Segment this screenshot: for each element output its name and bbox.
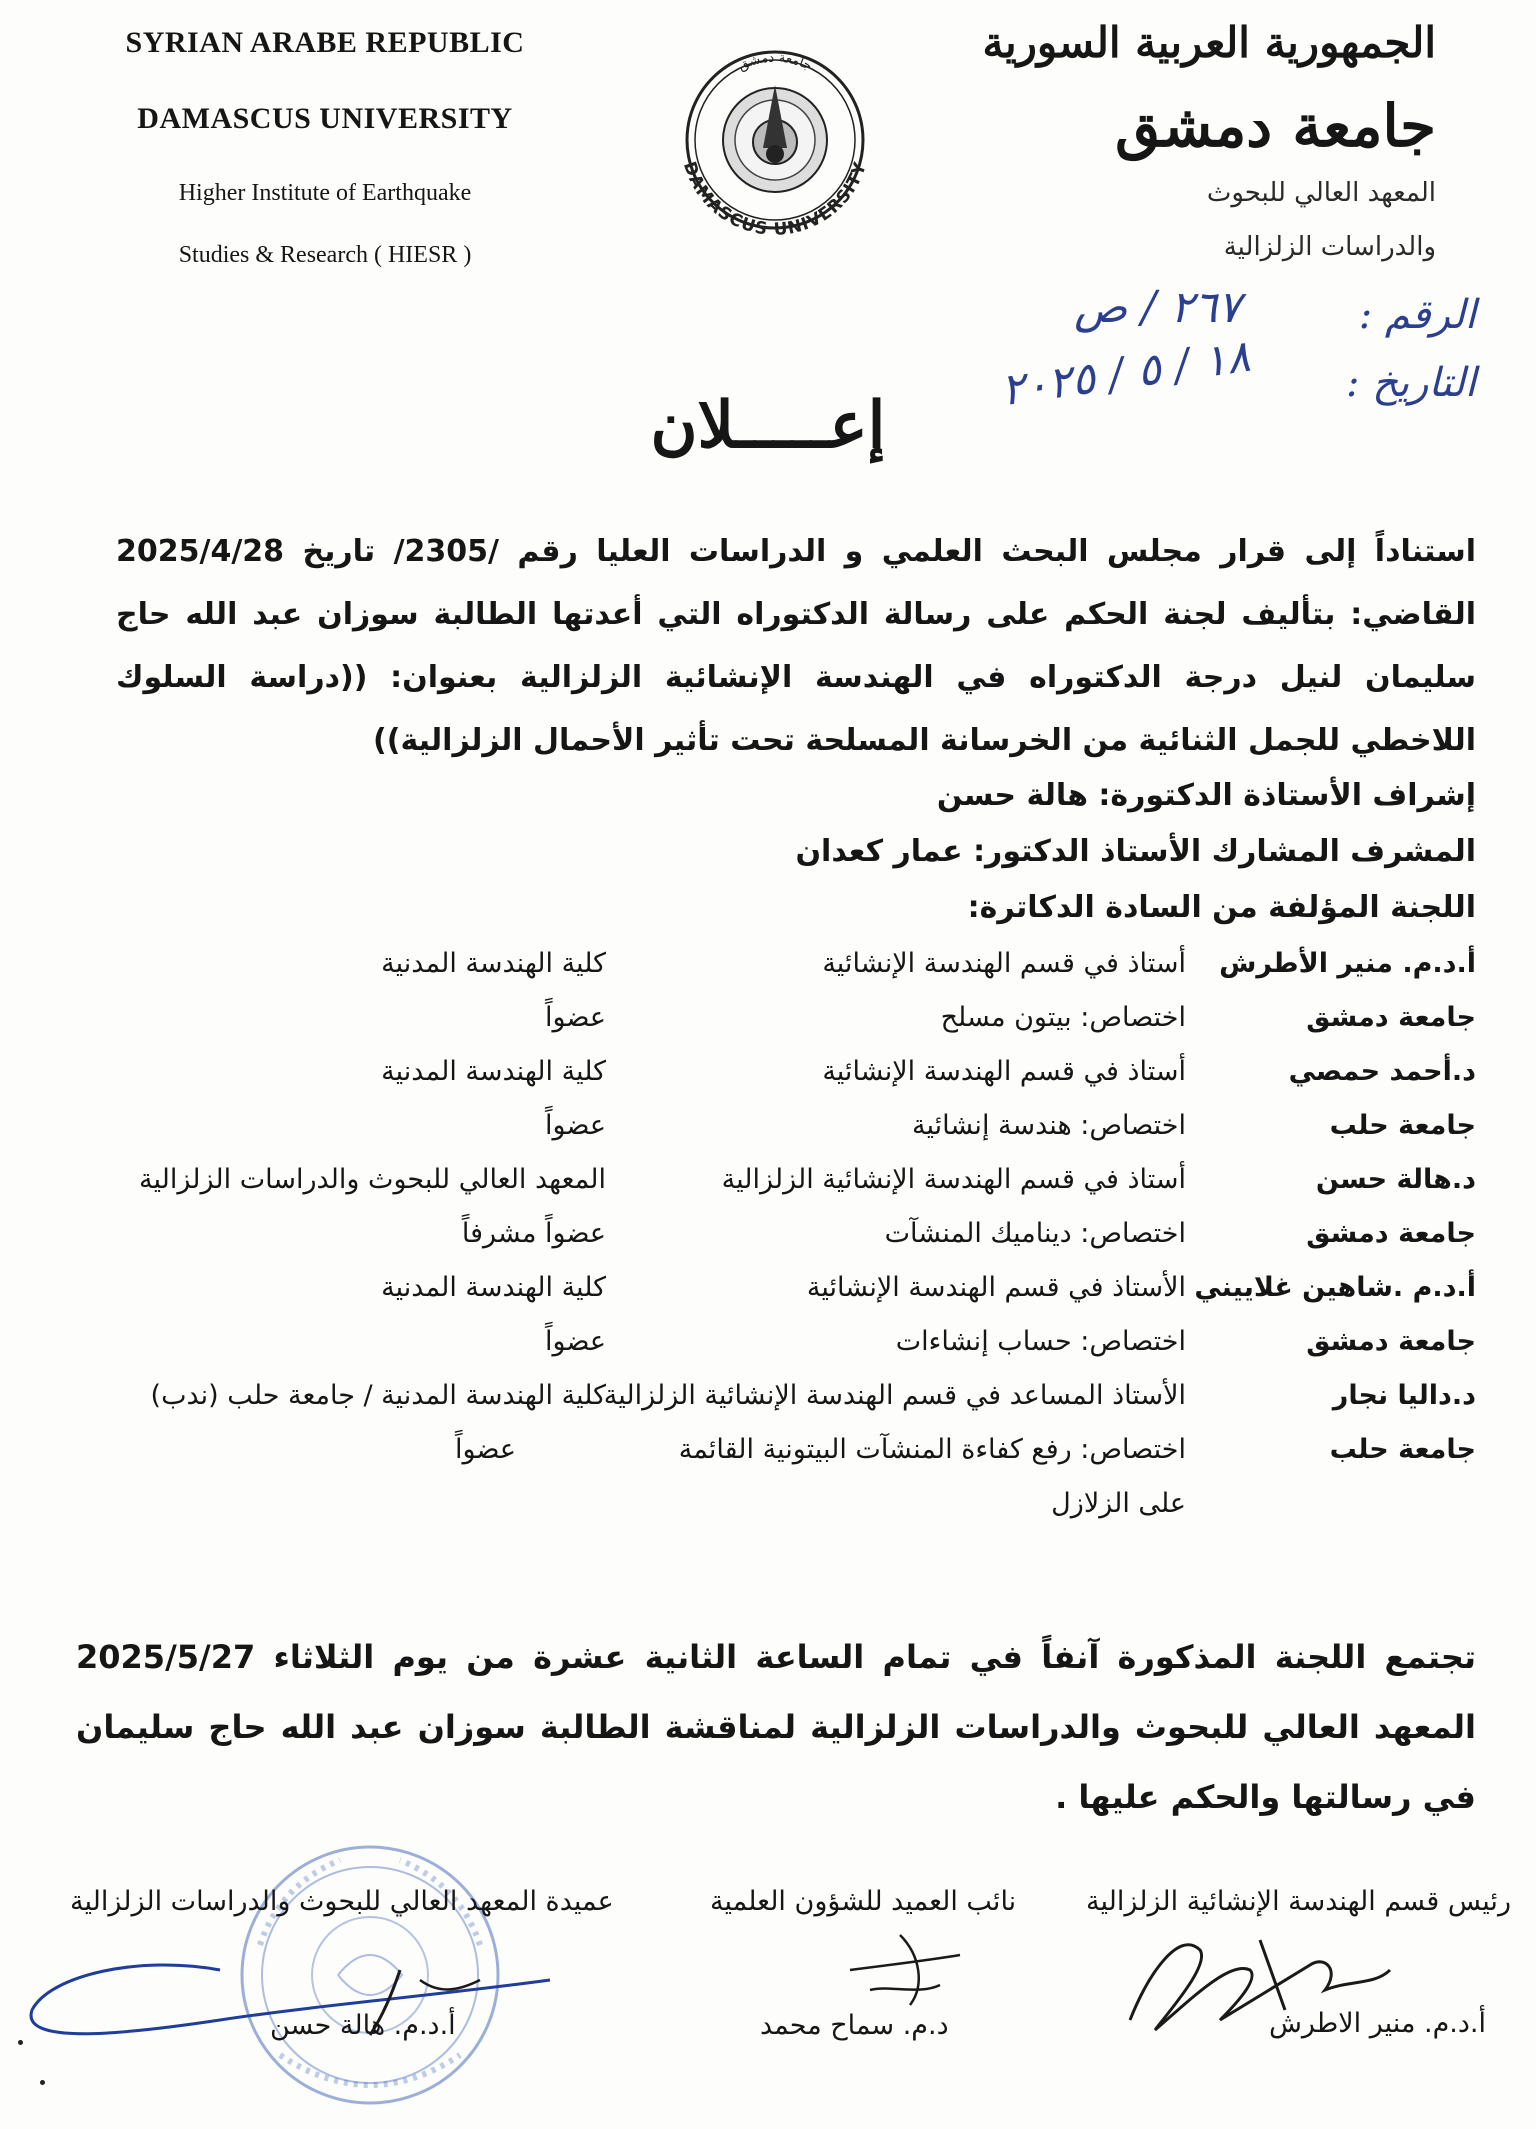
institute-name-ar-line2: والدراسات الزلزالية bbox=[1223, 232, 1436, 262]
committee-cell-position: اختصاص: بيتون مسلح bbox=[940, 1002, 1186, 1033]
signature-title-center: نائب العميد للشؤون العلمية bbox=[710, 1886, 1017, 1917]
committee-cell-position: اختصاص: حساب إنشاءات bbox=[895, 1326, 1186, 1357]
committee-cell-affiliation: كلية الهندسة المدنية / جامعة حلب (ندب) bbox=[150, 1380, 606, 1411]
university-name-en: DAMASCUS UNIVERSITY bbox=[137, 102, 513, 135]
committee-cell-name: جامعة دمشق bbox=[1306, 1218, 1476, 1249]
committee-cell-position: أستاذ في قسم الهندسة الإنشائية الزلزالية bbox=[721, 1164, 1186, 1195]
institute-name-en-line2: Studies & Research ( HIESR ) bbox=[178, 242, 472, 268]
scan-mark bbox=[18, 2040, 23, 2045]
committee-row bbox=[46, 948, 1476, 1002]
signature-left bbox=[20, 1950, 580, 2060]
committee-cell-affiliation: كلية الهندسة المدنية bbox=[381, 1272, 606, 1303]
committee-row bbox=[46, 1434, 1476, 1488]
committee-cell-name: جامعة حلب bbox=[1329, 1434, 1476, 1465]
committee-cell-name: أ.د.م .شاهين غلاييني bbox=[1194, 1272, 1476, 1303]
committee-cell-affiliation: عضواً bbox=[545, 1326, 606, 1357]
committee-row bbox=[46, 1326, 1476, 1380]
university-logo bbox=[655, 30, 895, 270]
committee-cell-affiliation: عضواً مشرفاً bbox=[461, 1218, 606, 1249]
institute-name-ar-line1: المعهد العالي للبحوث bbox=[1206, 178, 1436, 208]
committee-cell-name: جامعة حلب bbox=[1329, 1110, 1476, 1141]
meeting-paragraph: تجتمع اللجنة المذكورة آنفاً في تمام الساعة الثانية عشرة من يوم الثلاثاء 2025/5/27 المعهد العالي للبحوث والدراسات الزلزالية لمناقشة الطالبة سوزان عبد الله حاج سليمان في رسالتها والحكم عليها . bbox=[76, 1638, 1476, 1816]
handwritten-signature-icon bbox=[20, 1950, 580, 2060]
committee-cell-position: أستاذ في قسم الهندسة الإنشائية bbox=[822, 1056, 1186, 1087]
committee-cell-name: د.داليا نجار bbox=[1332, 1380, 1476, 1411]
university-name-ar: جامعة دمشق bbox=[1115, 92, 1436, 160]
reference-label: الرقم : bbox=[1358, 292, 1476, 338]
committee-cell-position: على الزلازل bbox=[1051, 1488, 1186, 1519]
committee-cell-name: د.هالة حسن bbox=[1315, 1164, 1476, 1195]
reference-number: ٢٦٧ / ص bbox=[1074, 282, 1241, 333]
committee-row bbox=[46, 1218, 1476, 1272]
committee-cell-position: اختصاص: ديناميك المنشآت bbox=[884, 1218, 1186, 1249]
committee-cell-affiliation: كلية الهندسة المدنية bbox=[381, 948, 606, 979]
committee-cell-position: اختصاص: هندسة إنشائية bbox=[911, 1110, 1186, 1141]
svg-text:DAMASCUS UNIVERSITY: DAMASCUS UNIVERSITY bbox=[678, 159, 872, 240]
committee-cell-position: الأستاذ المساعد في قسم الهندسة الإنشائية الزلزالية bbox=[603, 1380, 1186, 1411]
scan-mark bbox=[40, 2080, 45, 2085]
supervisor-line: إشراف الأستاذة الدكتورة: هالة حسن bbox=[936, 778, 1476, 813]
date-value: ١٨ / ٥ / ٢٠٢٥ bbox=[997, 330, 1254, 417]
announcement-title: إعـــــلان bbox=[650, 388, 886, 463]
committee-cell-affiliation: كلية الهندسة المدنية bbox=[381, 1056, 606, 1087]
committee-cell-name: أ.د.م. منير الأطرش bbox=[1219, 948, 1476, 979]
handwritten-signature-icon bbox=[830, 1915, 980, 2015]
committee-row bbox=[46, 1056, 1476, 1110]
date-label: التاريخ : bbox=[1345, 360, 1476, 406]
committee-cell-position: الأستاذ في قسم الهندسة الإنشائية bbox=[806, 1272, 1186, 1303]
committee-cell-position: اختصاص: رفع كفاءة المنشآت البيتونية القائمة bbox=[678, 1434, 1186, 1465]
committee-cell-affiliation: عضواً bbox=[545, 1110, 606, 1141]
committee-row bbox=[46, 1164, 1476, 1218]
signature-title-left: عميدة المعهد العالي للبحوث والدراسات الزلزالية bbox=[70, 1886, 614, 1917]
committee-cell-affiliation: المعهد العالي للبحوث والدراسات الزلزالية bbox=[139, 1164, 606, 1195]
svg-text:جامعة دمشق: جامعة دمشق bbox=[736, 50, 815, 74]
signature-center bbox=[830, 1915, 980, 2015]
committee-cell-position: أستاذ في قسم الهندسة الإنشائية bbox=[822, 948, 1186, 979]
university-seal-icon bbox=[655, 30, 895, 270]
signature-name-left: أ.د.م. هالة حسن bbox=[270, 2010, 456, 2041]
committee-cell-affiliation: عضواً bbox=[455, 1434, 516, 1465]
committee-cell-name: د.أحمد حمصي bbox=[1288, 1056, 1476, 1087]
committee-row bbox=[46, 1488, 1476, 1542]
committee-cell-name: جامعة دمشق bbox=[1306, 1326, 1476, 1357]
committee-table bbox=[46, 948, 1476, 1542]
committee-cell-name: جامعة دمشق bbox=[1306, 1002, 1476, 1033]
committee-row bbox=[46, 1002, 1476, 1056]
signature-name-right: أ.د.م. منير الاطرش bbox=[1268, 2008, 1486, 2039]
committee-row bbox=[46, 1380, 1476, 1434]
committee-cell-affiliation: عضواً bbox=[545, 1002, 606, 1033]
institute-name-en-line1: Higher Institute of Earthquake bbox=[178, 180, 472, 206]
committee-row bbox=[46, 1272, 1476, 1326]
co-supervisor-line: المشرف المشارك الأستاذ الدكتور: عمار كعدان bbox=[795, 834, 1476, 869]
signature-name-center: د.م. سماح محمد bbox=[760, 2010, 949, 2041]
signature-title-right: رئيس قسم الهندسة الإنشائية الزلزالية bbox=[1086, 1886, 1511, 1917]
committee-heading: اللجنة المؤلفة من السادة الدكاترة: bbox=[967, 890, 1476, 925]
country-name-en: SYRIAN ARABE REPUBLIC bbox=[125, 26, 525, 59]
country-name-ar: الجمهورية العربية السورية bbox=[982, 18, 1436, 67]
intro-paragraph: استناداً إلى قرار مجلس البحث العلمي و الدراسات العليا رقم /2305/ تاريخ 2025/4/28 القاضي: بتأليف لجنة الحكم على رسالة الدكتوراه التي أعدتها الطالبة سوزان عبد الله حاج سليمان لنيل درجة الدكتوراه في الهندسة الإنشائية الزلزالية بعنوان: ((دراسة السلوك اللاخطي للجمل الثنائية من الخرسانة المسلحة تحت تأثير الأحمال الزلزالية)) bbox=[116, 534, 1477, 758]
committee-row bbox=[46, 1110, 1476, 1164]
